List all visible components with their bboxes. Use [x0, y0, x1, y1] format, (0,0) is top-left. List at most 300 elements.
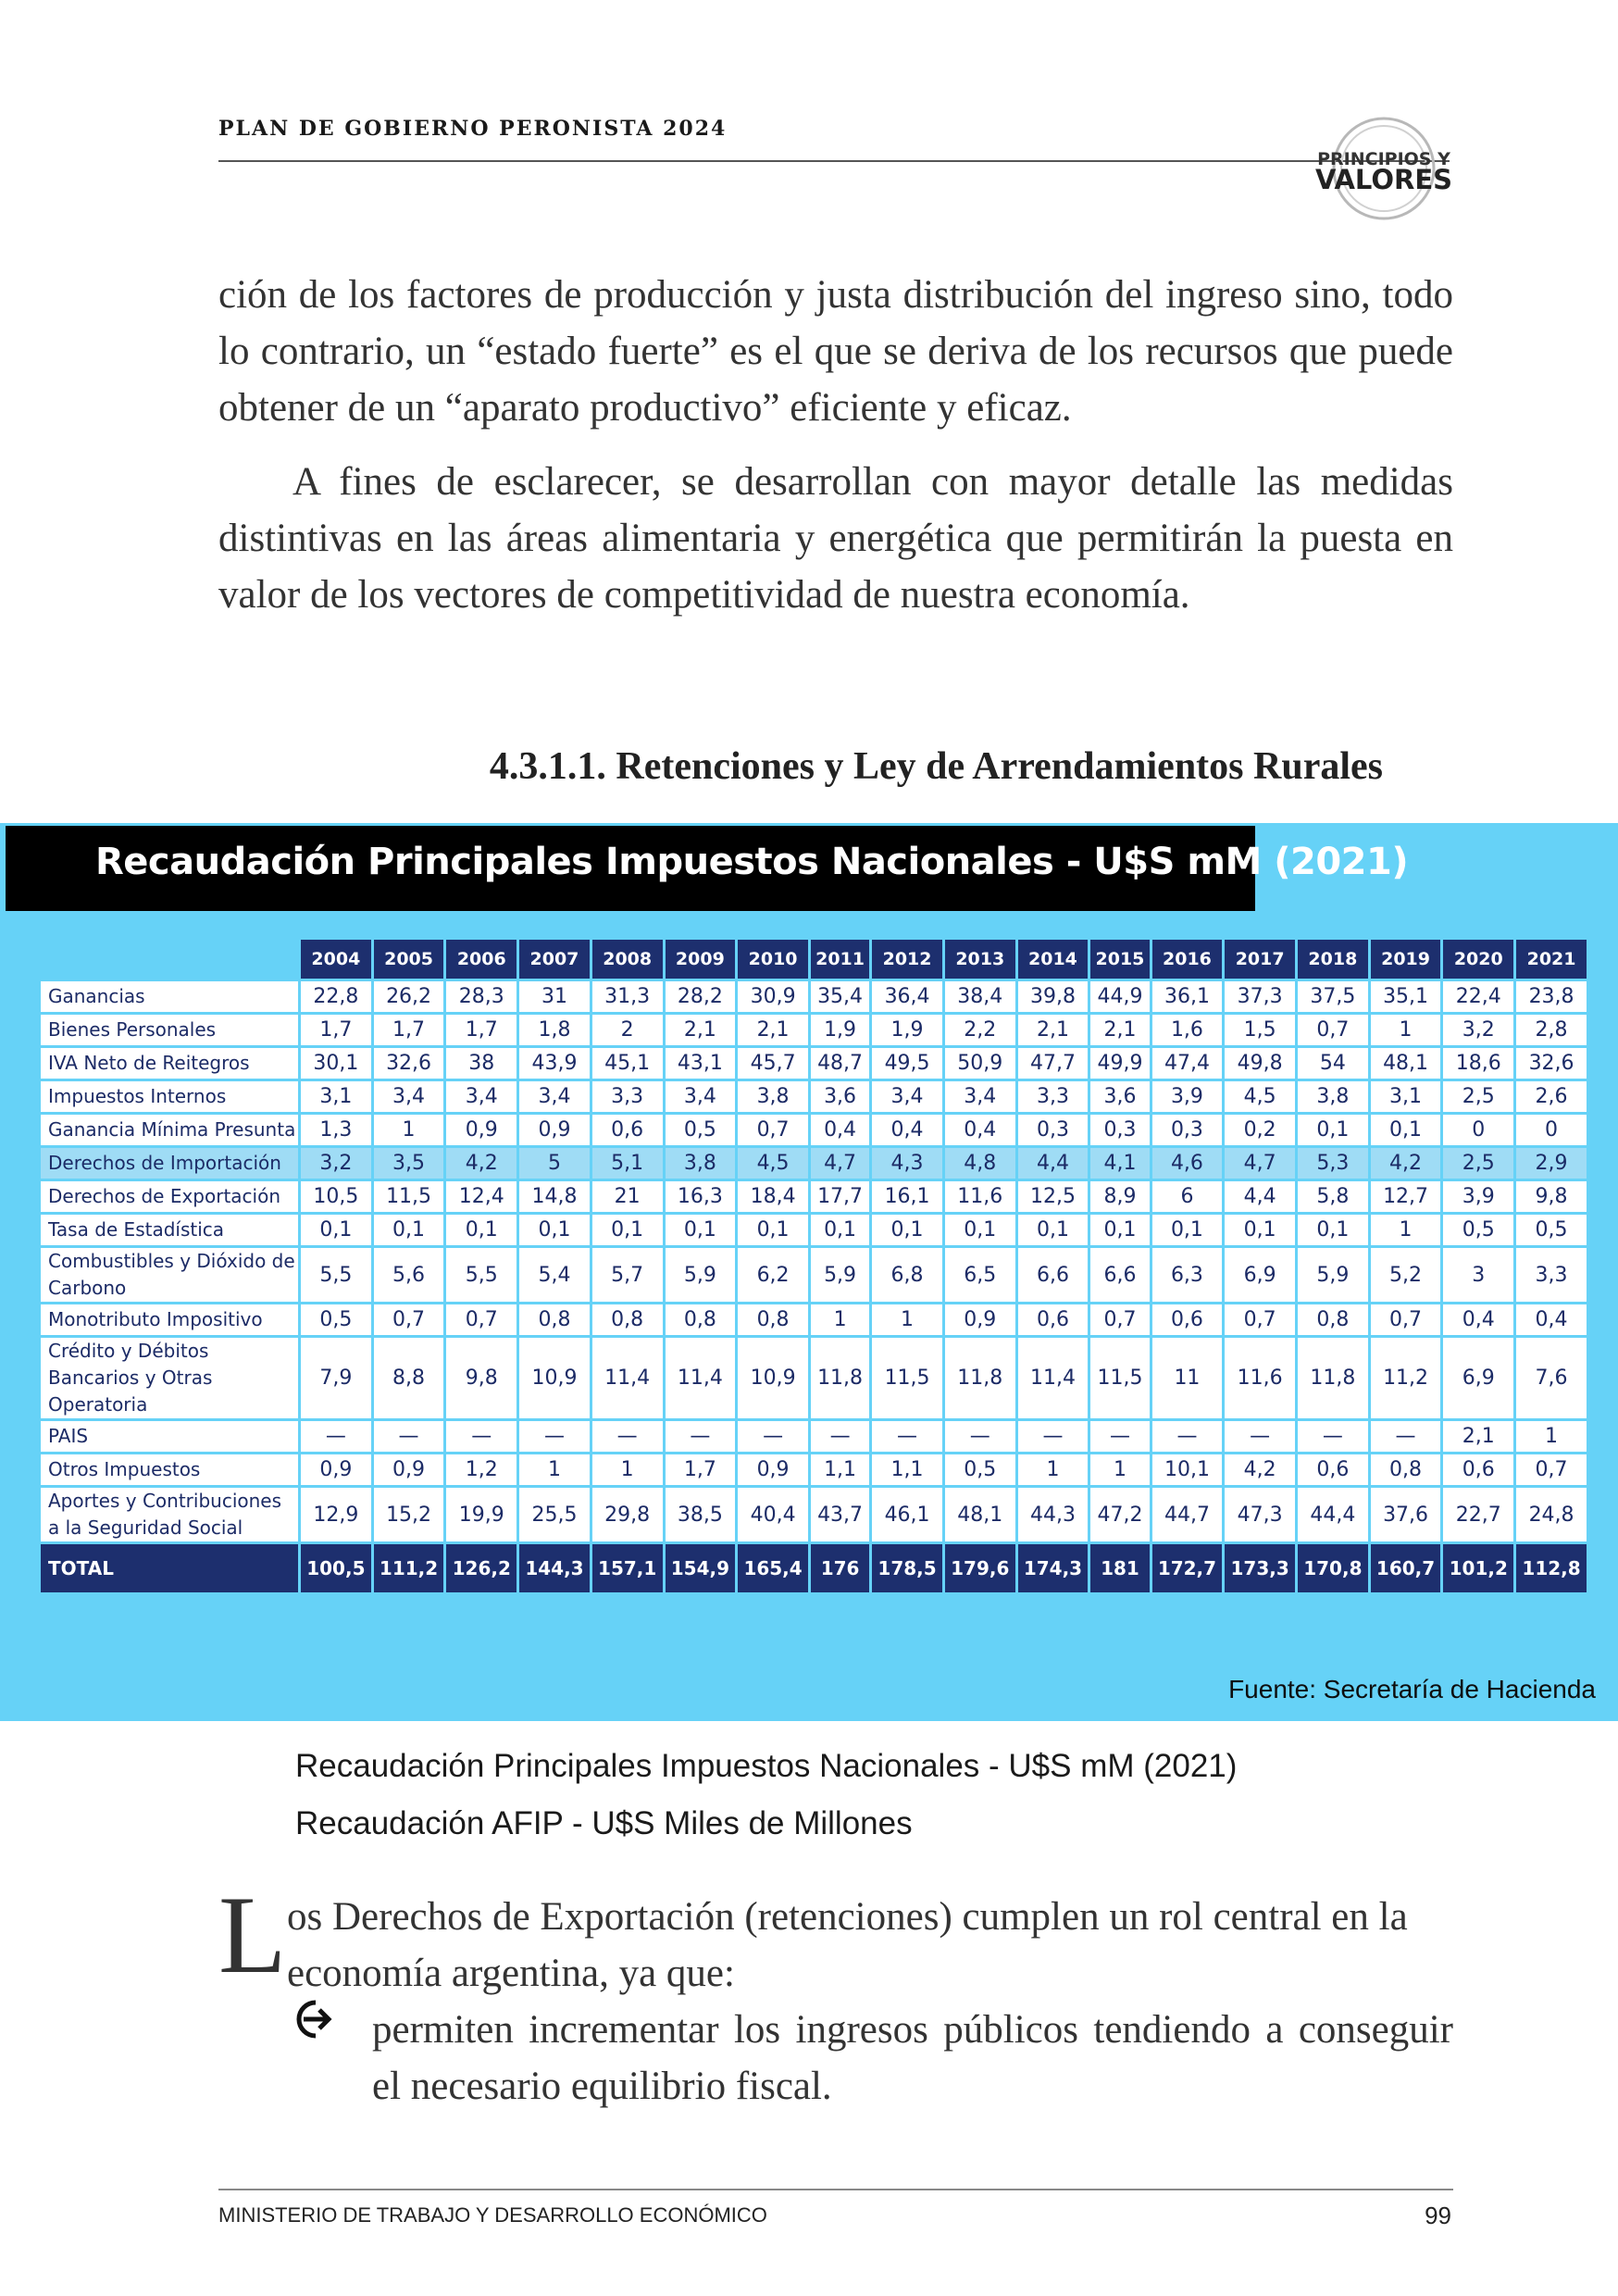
total-cell: 173,3 — [1225, 1544, 1295, 1592]
table-cell: 0,6 — [1443, 1454, 1513, 1485]
table-cell: 1,7 — [666, 1454, 736, 1485]
table-cell: 47,7 — [1018, 1048, 1089, 1079]
total-cell: 170,8 — [1298, 1544, 1368, 1592]
table-cell: 4,2 — [1225, 1454, 1295, 1485]
table-cell: 0,4 — [1516, 1304, 1587, 1335]
row-label: Derechos de Importación — [41, 1148, 298, 1179]
table-cell: 1,1 — [811, 1454, 869, 1485]
table-cell: 3,9 — [1443, 1181, 1513, 1212]
table-cell: 4,5 — [1225, 1081, 1295, 1112]
table-cell: 5 — [519, 1148, 590, 1179]
table-cell: 45,1 — [592, 1048, 663, 1079]
figure-caption-1: Recaudación Principales Impuestos Nacionales - U$S mM (2021) — [295, 1748, 1238, 1784]
table-cell: 0,5 — [1443, 1215, 1513, 1245]
row-label: Aportes y Contribuciones a la Seguridad Social — [41, 1488, 298, 1541]
table-cell: 3 — [1443, 1248, 1513, 1302]
table-cell: 0,4 — [811, 1115, 869, 1145]
row-label: Tasa de Estadística — [41, 1215, 298, 1245]
total-cell: 178,5 — [872, 1544, 942, 1592]
table-cell: 8,9 — [1090, 1181, 1149, 1212]
table-row — [41, 1454, 1587, 1485]
table-cell: — — [1090, 1421, 1149, 1452]
figure-caption-2: Recaudación AFIP - U$S Miles de Millones — [295, 1805, 913, 1841]
table-cell: 0,7 — [1225, 1304, 1295, 1335]
table-cell: 15,2 — [374, 1488, 444, 1541]
table-cell: 3,2 — [1443, 1015, 1513, 1045]
total-cell: 154,9 — [666, 1544, 736, 1592]
table-cell: 44,7 — [1152, 1488, 1223, 1541]
table-row — [41, 981, 1587, 1012]
year-header-2017: 2017 — [1225, 940, 1295, 979]
table-cell: 2,1 — [1090, 1015, 1149, 1045]
table-cell: 5,8 — [1298, 1181, 1368, 1212]
year-header-2021: 2021 — [1516, 940, 1587, 979]
table-cell: 0,3 — [1018, 1115, 1089, 1145]
table-cell: 12,5 — [1018, 1181, 1089, 1212]
table-cell: 3,1 — [1371, 1081, 1441, 1112]
table-cell: 1,9 — [872, 1015, 942, 1045]
table-cell: 48,1 — [945, 1488, 1015, 1541]
table-cell: 28,3 — [446, 981, 517, 1012]
year-header-2007: 2007 — [519, 940, 590, 979]
table-cell: 11,8 — [1298, 1338, 1368, 1418]
table-cell: 0,9 — [945, 1304, 1015, 1335]
table-cell: 0,1 — [592, 1215, 663, 1245]
table-cell: 1,7 — [301, 1015, 371, 1045]
row-label: Combustibles y Dióxido de Carbono — [41, 1248, 298, 1302]
table-cell: 6,5 — [945, 1248, 1015, 1302]
table-title: Recaudación Principales Impuestos Nacionales - U$S mM (2021) — [95, 841, 1409, 883]
row-label: Monotributo Impositivo — [41, 1304, 298, 1335]
table-cell: 0,9 — [374, 1454, 444, 1485]
table-cell: 2,8 — [1516, 1015, 1587, 1045]
table-cell: 5,4 — [519, 1248, 590, 1302]
table-cell: 37,3 — [1225, 981, 1295, 1012]
year-header-2014: 2014 — [1018, 940, 1089, 979]
total-cell: 111,2 — [374, 1544, 444, 1592]
year-header-2005: 2005 — [374, 940, 444, 979]
table-cell: 3,4 — [446, 1081, 517, 1112]
table-cell: 3,8 — [738, 1081, 808, 1112]
table-cell: 1 — [1371, 1015, 1441, 1045]
table-cell: 38 — [446, 1048, 517, 1079]
table-cell: 0,4 — [945, 1115, 1015, 1145]
row-label: Bienes Personales — [41, 1015, 298, 1045]
table-cell: 10,5 — [301, 1181, 371, 1212]
table-cell: 50,9 — [945, 1048, 1015, 1079]
table-cell: 16,3 — [666, 1181, 736, 1212]
table-cell: 2,5 — [1443, 1081, 1513, 1112]
year-header-2015: 2015 — [1090, 940, 1149, 979]
table-cell: 2,6 — [1516, 1081, 1587, 1112]
total-cell: 160,7 — [1371, 1544, 1441, 1592]
table-cell: 11,2 — [1371, 1338, 1441, 1418]
table-cell: 3,3 — [1018, 1081, 1089, 1112]
table-title-bar — [6, 826, 1409, 911]
year-header-2018: 2018 — [1298, 940, 1368, 979]
table-cell: — — [738, 1421, 808, 1452]
table-cell: 37,5 — [1298, 981, 1368, 1012]
table-cell: 0,3 — [1152, 1115, 1223, 1145]
table-cell: 49,8 — [1225, 1048, 1295, 1079]
table-cell: 11,5 — [872, 1338, 942, 1418]
row-label: IVA Neto de Reitegros — [41, 1048, 298, 1079]
table-cell: 5,1 — [592, 1148, 663, 1179]
table-cell: 6,3 — [1152, 1248, 1223, 1302]
table-cell: 0,9 — [738, 1454, 808, 1485]
table-cell: 38,4 — [945, 981, 1015, 1012]
table-cell: 12,4 — [446, 1181, 517, 1212]
table-cell: 26,2 — [374, 981, 444, 1012]
table-cell: 9,8 — [446, 1338, 517, 1418]
table-cell: 21 — [592, 1181, 663, 1212]
table-cell: 11,4 — [666, 1338, 736, 1418]
table-cell: — — [945, 1421, 1015, 1452]
total-cell: 126,2 — [446, 1544, 517, 1592]
table-cell: 0,1 — [738, 1215, 808, 1245]
table-cell: 5,7 — [592, 1248, 663, 1302]
table-cell: 54 — [1298, 1048, 1368, 1079]
table-cell: 0,7 — [374, 1304, 444, 1335]
table-cell: 0,1 — [872, 1215, 942, 1245]
principios-valores-logo — [1296, 111, 1472, 222]
table-cell: 36,1 — [1152, 981, 1223, 1012]
table-cell: 0,5 — [666, 1115, 736, 1145]
table-cell: — — [872, 1421, 942, 1452]
table-cell: 48,1 — [1371, 1048, 1441, 1079]
table-cell: 4,1 — [1090, 1148, 1149, 1179]
table-cell: 10,1 — [1152, 1454, 1223, 1485]
tax-collection-table — [38, 937, 1589, 1595]
table-cell: 3,1 — [301, 1081, 371, 1112]
bullet-item-1: permiten incrementar los ingresos públicos tendiendo a conseguir el necesario equilibrio fiscal. — [372, 2008, 1453, 2108]
table-cell: 29,8 — [592, 1488, 663, 1541]
table-cell: 0,7 — [738, 1115, 808, 1145]
year-header-2016: 2016 — [1152, 940, 1223, 979]
year-header-2012: 2012 — [872, 940, 942, 979]
table-cell: 1,5 — [1225, 1015, 1295, 1045]
table-cell: 0,9 — [446, 1115, 517, 1145]
table-cell: 12,7 — [1371, 1181, 1441, 1212]
table-cell: 5,9 — [811, 1248, 869, 1302]
table-cell: 19,9 — [446, 1488, 517, 1541]
table-cell: 5,2 — [1371, 1248, 1441, 1302]
table-cell: 18,6 — [1443, 1048, 1513, 1079]
table-cell: 10,9 — [519, 1338, 590, 1418]
table-cell: 0,6 — [1298, 1454, 1368, 1485]
table-cell: 0,1 — [1152, 1215, 1223, 1245]
table-cell: 0,7 — [1516, 1454, 1587, 1485]
table-cell: 6 — [1152, 1181, 1223, 1212]
table-cell: 3,4 — [872, 1081, 942, 1112]
table-cell: 0,8 — [519, 1304, 590, 1335]
table-cell: 14,8 — [519, 1181, 590, 1212]
table-cell: — — [519, 1421, 590, 1452]
table-cell: 0,7 — [1298, 1015, 1368, 1045]
table-cell: 4,2 — [1371, 1148, 1441, 1179]
table-cell: 0,8 — [1298, 1304, 1368, 1335]
total-cell: 100,5 — [301, 1544, 371, 1592]
table-cell: 3,2 — [301, 1148, 371, 1179]
table-cell: 40,4 — [738, 1488, 808, 1541]
table-cell: 6,9 — [1443, 1338, 1513, 1418]
table-cell: 0,1 — [811, 1215, 869, 1245]
table-cell: 0,9 — [519, 1115, 590, 1145]
table-cell: 17,7 — [811, 1181, 869, 1212]
table-cell: 4,3 — [872, 1148, 942, 1179]
table-row — [41, 1081, 1587, 1112]
year-header-2019: 2019 — [1371, 940, 1441, 979]
total-cell: 181 — [1090, 1544, 1149, 1592]
table-cell: 0,6 — [1152, 1304, 1223, 1335]
table-row — [41, 1338, 1587, 1418]
total-cell: 101,2 — [1443, 1544, 1513, 1592]
table-cell: 3,3 — [1516, 1248, 1587, 1302]
table-cell: 11,6 — [1225, 1338, 1295, 1418]
table-cell: 1,6 — [1152, 1015, 1223, 1045]
table-cell: 0,4 — [872, 1115, 942, 1145]
table-cell: 38,5 — [666, 1488, 736, 1541]
table-cell: 43,1 — [666, 1048, 736, 1079]
table-cell: 5,9 — [1298, 1248, 1368, 1302]
table-cell: 11,6 — [945, 1181, 1015, 1212]
table-cell: 0,1 — [1371, 1115, 1441, 1145]
table-cell: 11,4 — [1018, 1338, 1089, 1418]
table-cell: — — [1018, 1421, 1089, 1452]
year-header-2010: 2010 — [738, 940, 808, 979]
table-cell: 7,6 — [1516, 1338, 1587, 1418]
table-cell: — — [1152, 1421, 1223, 1452]
footer-ministry: MINISTERIO DE TRABAJO Y DESARROLLO ECONÓMICO — [218, 2203, 767, 2227]
year-header-2008: 2008 — [592, 940, 663, 979]
table-cell: 1 — [1516, 1421, 1587, 1452]
table-cell: 11,8 — [811, 1338, 869, 1418]
table-cell: 4,6 — [1152, 1148, 1223, 1179]
table-cell: 4,5 — [738, 1148, 808, 1179]
table-cell: 1 — [519, 1454, 590, 1485]
table-cell: 4,4 — [1018, 1148, 1089, 1179]
total-label: TOTAL — [41, 1544, 298, 1592]
table-cell: 49,5 — [872, 1048, 942, 1079]
table-cell: 0,8 — [1371, 1454, 1441, 1485]
table-cell: 0,8 — [592, 1304, 663, 1335]
footer-rule — [218, 2189, 1453, 2190]
table-cell: 1,3 — [301, 1115, 371, 1145]
table-cell: 2,1 — [738, 1015, 808, 1045]
table-cell: 1,2 — [446, 1454, 517, 1485]
table-cell: 49,9 — [1090, 1048, 1149, 1079]
row-label: Ganancias — [41, 981, 298, 1012]
table-cell: 4,8 — [945, 1148, 1015, 1179]
table-cell: 45,7 — [738, 1048, 808, 1079]
table-cell: 5,6 — [374, 1248, 444, 1302]
svg-text:VALORES: VALORES — [1314, 164, 1453, 195]
total-cell: 176 — [811, 1544, 869, 1592]
running-header-title: PLAN DE GOBIERNO PERONISTA 2024 — [218, 117, 728, 141]
table-cell: 0,7 — [446, 1304, 517, 1335]
table-cell: 44,4 — [1298, 1488, 1368, 1541]
table-cell: — — [1298, 1421, 1368, 1452]
table-cell: 43,7 — [811, 1488, 869, 1541]
table-cell: — — [592, 1421, 663, 1452]
year-header-2004: 2004 — [301, 940, 371, 979]
tax-table-panel — [0, 823, 1618, 1721]
table-cell: 0,3 — [1090, 1115, 1149, 1145]
body-paragraph-3: os Derechos de Exportación (retenciones) cumplen un rol central en la economía argentina, ya que: — [287, 1895, 1408, 1995]
table-row — [41, 1181, 1587, 1212]
table-cell: 22,4 — [1443, 981, 1513, 1012]
total-cell: 165,4 — [738, 1544, 808, 1592]
table-cell: 5,9 — [666, 1248, 736, 1302]
table-cell: — — [374, 1421, 444, 1452]
table-cell: 4,2 — [446, 1148, 517, 1179]
row-label: Impuestos Internos — [41, 1081, 298, 1112]
table-cell: 6,6 — [1090, 1248, 1149, 1302]
table-cell: 43,9 — [519, 1048, 590, 1079]
table-cell: 0,6 — [592, 1115, 663, 1145]
table-cell: 16,1 — [872, 1181, 942, 1212]
table-row — [41, 1015, 1587, 1045]
table-cell: 4,7 — [1225, 1148, 1295, 1179]
table-cell: 0,7 — [1090, 1304, 1149, 1335]
table-cell: 1,7 — [374, 1015, 444, 1045]
table-cell: 4,4 — [1225, 1181, 1295, 1212]
table-cell: 0,1 — [1018, 1215, 1089, 1245]
svg-text:PRINCIPIOS Y: PRINCIPIOS Y — [1317, 149, 1450, 169]
table-cell: 0,5 — [301, 1304, 371, 1335]
table-cell: 6,6 — [1018, 1248, 1089, 1302]
table-cell: 3,4 — [666, 1081, 736, 1112]
table-cell: 2,1 — [1443, 1421, 1513, 1452]
table-cell: 0 — [1516, 1115, 1587, 1145]
table-cell: 18,4 — [738, 1181, 808, 1212]
table-corner-cell — [41, 940, 298, 979]
table-cell: 37,6 — [1371, 1488, 1441, 1541]
row-label: PAIS — [41, 1421, 298, 1452]
table-cell: 22,8 — [301, 981, 371, 1012]
table-cell: 0,7 — [1371, 1304, 1441, 1335]
table-cell: 47,2 — [1090, 1488, 1149, 1541]
table-row — [41, 1248, 1587, 1302]
table-cell: 6,2 — [738, 1248, 808, 1302]
header-rule — [218, 160, 1450, 162]
table-cell: 0,1 — [1298, 1115, 1368, 1145]
table-cell: — — [1225, 1421, 1295, 1452]
table-cell: 0,1 — [1298, 1215, 1368, 1245]
table-cell: 3,8 — [1298, 1081, 1368, 1112]
table-cell: 11,4 — [592, 1338, 663, 1418]
table-row — [41, 1148, 1587, 1179]
table-cell: 44,3 — [1018, 1488, 1089, 1541]
table-cell: 0,1 — [446, 1215, 517, 1245]
section-heading: 4.3.1.1. Retenciones y Ley de Arrendamientos Rurales — [489, 745, 1383, 788]
table-row — [41, 1421, 1587, 1452]
table-cell: 5,5 — [446, 1248, 517, 1302]
table-cell: 3,4 — [374, 1081, 444, 1112]
table-cell: 0,9 — [301, 1454, 371, 1485]
table-cell: 35,4 — [811, 981, 869, 1012]
table-cell: 0,8 — [666, 1304, 736, 1335]
table-cell: 1 — [1090, 1454, 1149, 1485]
table-cell: 10,9 — [738, 1338, 808, 1418]
table-cell: 30,1 — [301, 1048, 371, 1079]
year-header-2009: 2009 — [666, 940, 736, 979]
table-source: Fuente: Secretaría de Hacienda — [1228, 1675, 1596, 1703]
body-paragraph-1: ción de los factores de producción y justa distribución del ingreso sino, todo lo contrario, un “estado fuerte” es el que se deriva de los recursos que puede obtener de un “aparato productivo” eficiente y eficaz. — [218, 273, 1453, 430]
table-cell: — — [666, 1421, 736, 1452]
table-cell: 0,5 — [945, 1454, 1015, 1485]
table-cell: 39,8 — [1018, 981, 1089, 1012]
table-cell: 4,7 — [811, 1148, 869, 1179]
table-cell: 8,8 — [374, 1338, 444, 1418]
table-cell: 1,8 — [519, 1015, 590, 1045]
table-cell: 2 — [592, 1015, 663, 1045]
row-label: Crédito y Débitos Bancarios y Otras Operatoria — [41, 1338, 298, 1418]
year-header-2013: 2013 — [945, 940, 1015, 979]
table-cell: 0,4 — [1443, 1304, 1513, 1335]
row-label: Otros Impuestos — [41, 1454, 298, 1485]
table-cell: 44,9 — [1090, 981, 1149, 1012]
page-number: 99 — [1425, 2202, 1451, 2229]
table-cell: 1,7 — [446, 1015, 517, 1045]
table-cell: 31 — [519, 981, 590, 1012]
table-cell: 36,4 — [872, 981, 942, 1012]
row-label: Ganancia Mínima Presunta — [41, 1115, 298, 1145]
table-cell: 3,6 — [1090, 1081, 1149, 1112]
table-cell: 3,4 — [519, 1081, 590, 1112]
table-cell: 0,5 — [1516, 1215, 1587, 1245]
table-row — [41, 1304, 1587, 1335]
drop-cap-letter: L — [218, 1873, 287, 1996]
table-cell: — — [301, 1421, 371, 1452]
table-cell: 7,9 — [301, 1338, 371, 1418]
table-cell: 11,8 — [945, 1338, 1015, 1418]
table-cell: 1,9 — [811, 1015, 869, 1045]
table-cell: 2,1 — [1018, 1015, 1089, 1045]
table-cell: 32,6 — [374, 1048, 444, 1079]
table-cell: 3,8 — [666, 1148, 736, 1179]
table-cell: 2,2 — [945, 1015, 1015, 1045]
year-header-2020: 2020 — [1443, 940, 1513, 979]
table-cell: 48,7 — [811, 1048, 869, 1079]
table-cell: 25,5 — [519, 1488, 590, 1541]
table-cell: 5,5 — [301, 1248, 371, 1302]
table-cell: 31,3 — [592, 981, 663, 1012]
table-cell: 3,5 — [374, 1148, 444, 1179]
table-cell: 1 — [872, 1304, 942, 1335]
table-cell: 28,2 — [666, 981, 736, 1012]
table-cell: 46,1 — [872, 1488, 942, 1541]
total-cell: 157,1 — [592, 1544, 663, 1592]
total-cell: 112,8 — [1516, 1544, 1587, 1592]
year-header-2006: 2006 — [446, 940, 517, 979]
total-cell: 144,3 — [519, 1544, 590, 1592]
table-cell: 47,4 — [1152, 1048, 1223, 1079]
table-cell: 0 — [1443, 1115, 1513, 1145]
table-cell: 32,6 — [1516, 1048, 1587, 1079]
table-cell: 24,8 — [1516, 1488, 1587, 1541]
year-header-2011: 2011 — [811, 940, 869, 979]
table-cell: 5,3 — [1298, 1148, 1368, 1179]
table-cell: 0,1 — [519, 1215, 590, 1245]
total-row — [41, 1544, 1587, 1592]
table-cell: 1 — [811, 1304, 869, 1335]
table-row — [41, 1488, 1587, 1541]
table-cell: 2,5 — [1443, 1148, 1513, 1179]
table-cell: 22,7 — [1443, 1488, 1513, 1541]
table-cell: 23,8 — [1516, 981, 1587, 1012]
table-cell: 3,4 — [945, 1081, 1015, 1112]
